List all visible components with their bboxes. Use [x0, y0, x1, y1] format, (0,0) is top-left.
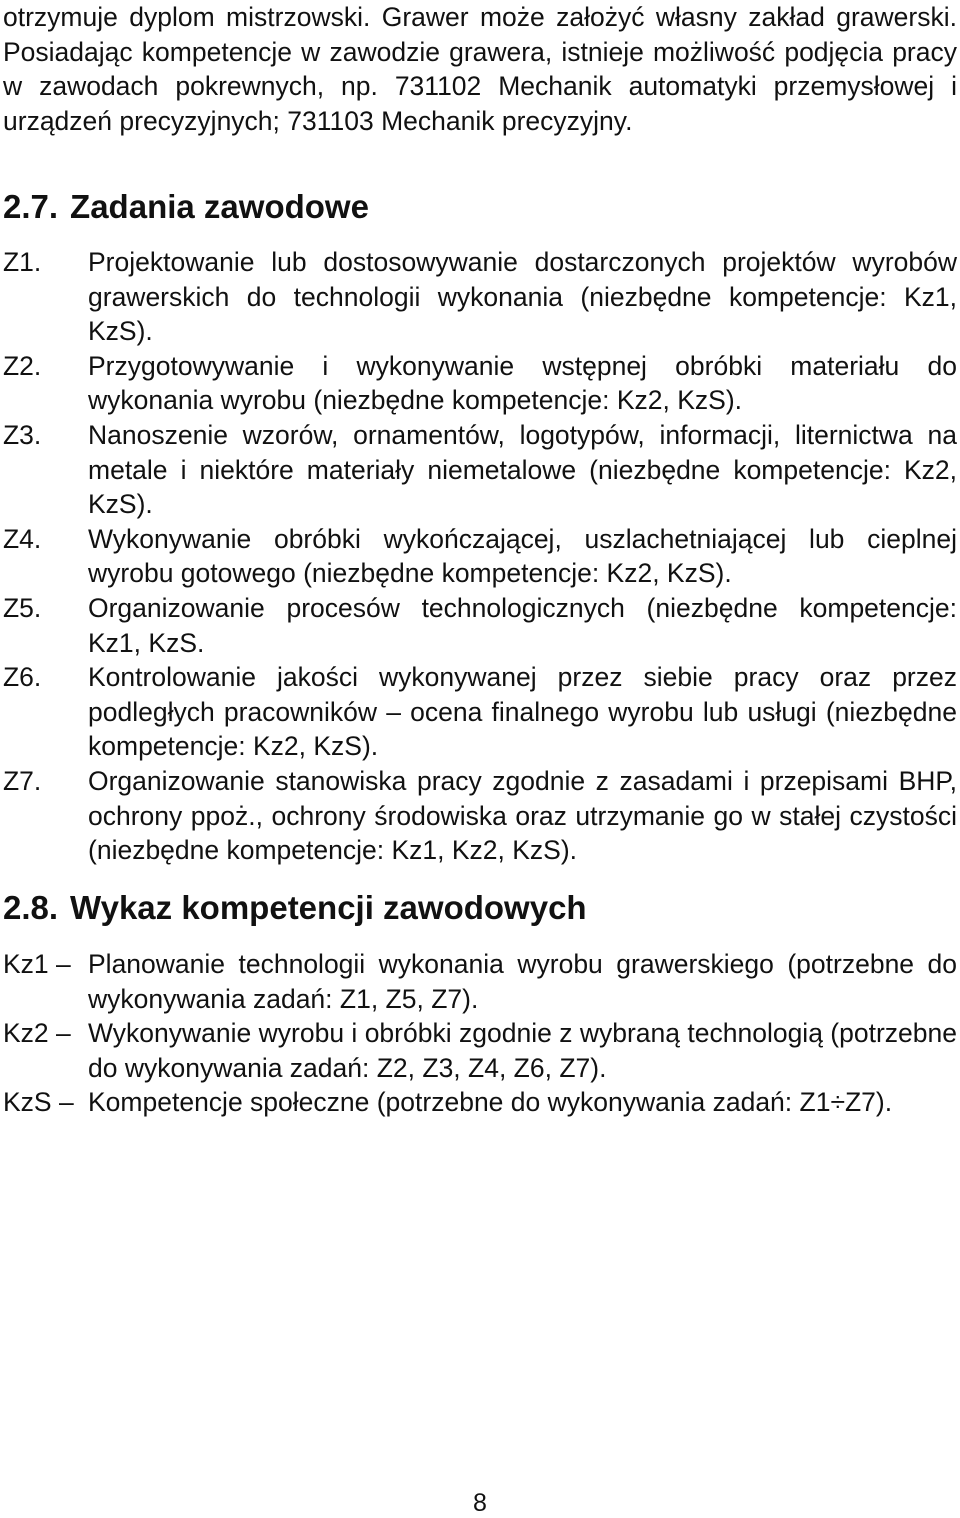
competency-text: Planowanie technologii wykonania wyrobu grawerskiego (potrzebne do wykonywania zadań: Z1, Z5, Z7). [88, 949, 957, 1014]
task-item [3, 660, 957, 764]
task-text: Organizowanie stanowiska pracy zgodnie z zasadami i przepisami BHP, ochrony ppoż., ochrony środowiska oraz utrzymanie go w stałej czystości (niezbędne kompetencje: Kz1, Kz2, KzS). [88, 765, 957, 866]
competency-code: KzS – [3, 1087, 74, 1118]
task-code: Z3. [3, 419, 42, 450]
task-item [3, 245, 957, 349]
task-code: Z2. [3, 350, 42, 381]
task-code: Z5. [3, 592, 42, 623]
task-text: Projektowanie lub dostosowywanie dostarczonych projektów wyrobów grawerskich do technologii wykonania (niezbędne kompetencje: Kz1, KzS). [88, 247, 957, 347]
task-list [3, 245, 957, 868]
task-code: Z1. [3, 247, 42, 277]
section-number: 2.7. [3, 188, 59, 225]
task-text: Kontrolowanie jakości wykonywanej przez siebie pracy oraz przez podległych pracowników – ocena finalnego wyrobu lub usługi (niezbędne kompetencje: Kz2, KzS). [88, 662, 957, 762]
competency-item [3, 1085, 957, 1120]
section-title: Wykaz kompetencji zawodowych [70, 889, 587, 926]
task-text: Organizowanie procesów technologicznych (niezbędne kompetencje: Kz1, KzS. [88, 592, 957, 658]
intro-paragraph: otrzymuje dyplom mistrzowski. Grawer może założyć własny zakład grawerski. Posiadając kompetencje w zawodzie grawera, istnieje możliwość podjęcia pracy w zawodach pokrewnych, np. 731102 Mechanik automatyki przemysłowej i urządzeń precyzyjnych; 731103 Mechanik precyzyjny. [3, 2, 957, 136]
competency-item [3, 1016, 957, 1085]
task-item [3, 522, 957, 591]
page-number: 8 [473, 1489, 487, 1517]
task-item [3, 418, 957, 522]
section-heading-2-8 [3, 888, 587, 928]
competency-text: Wykonywanie wyrobu i obróbki zgodnie z wybraną technologią (potrzebne do wykonywania zadań: Z2, Z3, Z4, Z6, Z7). [88, 1018, 957, 1083]
task-item [3, 591, 957, 660]
task-code: Z4. [3, 523, 42, 554]
section-title: Zadania zawodowe [70, 188, 369, 225]
task-text: Wykonywanie obróbki wykończającej, uszlachetniającej lub cieplnej wyrobu gotowego (niezbędne kompetencje: Kz2, KzS). [88, 523, 957, 589]
task-text: Nanoszenie wzorów, ornamentów, logotypów, informacji, liternictwa na metale i niektóre materiały niemetalowe (niezbędne kompetencje: Kz2, KzS). [88, 419, 957, 520]
task-text: Przygotowywanie i wykonywanie wstępnej obróbki materiału do wykonania wyrobu (niezbędne kompetencje: Kz2, KzS). [88, 350, 957, 416]
competency-list [3, 947, 957, 1120]
task-code: Z6. [3, 662, 42, 693]
section-heading-2-7 [3, 187, 369, 227]
section-number: 2.8. [3, 889, 59, 926]
task-item [3, 349, 957, 418]
competency-item [3, 947, 957, 1016]
competency-text: Kompetencje społeczne (potrzebne do wykonywania zadań: Z1÷Z7). [88, 1087, 893, 1118]
task-code: Z7. [3, 765, 42, 796]
competency-code: Kz2 – [3, 1018, 71, 1049]
competency-code: Kz1 – [3, 949, 71, 979]
task-item [3, 764, 957, 868]
